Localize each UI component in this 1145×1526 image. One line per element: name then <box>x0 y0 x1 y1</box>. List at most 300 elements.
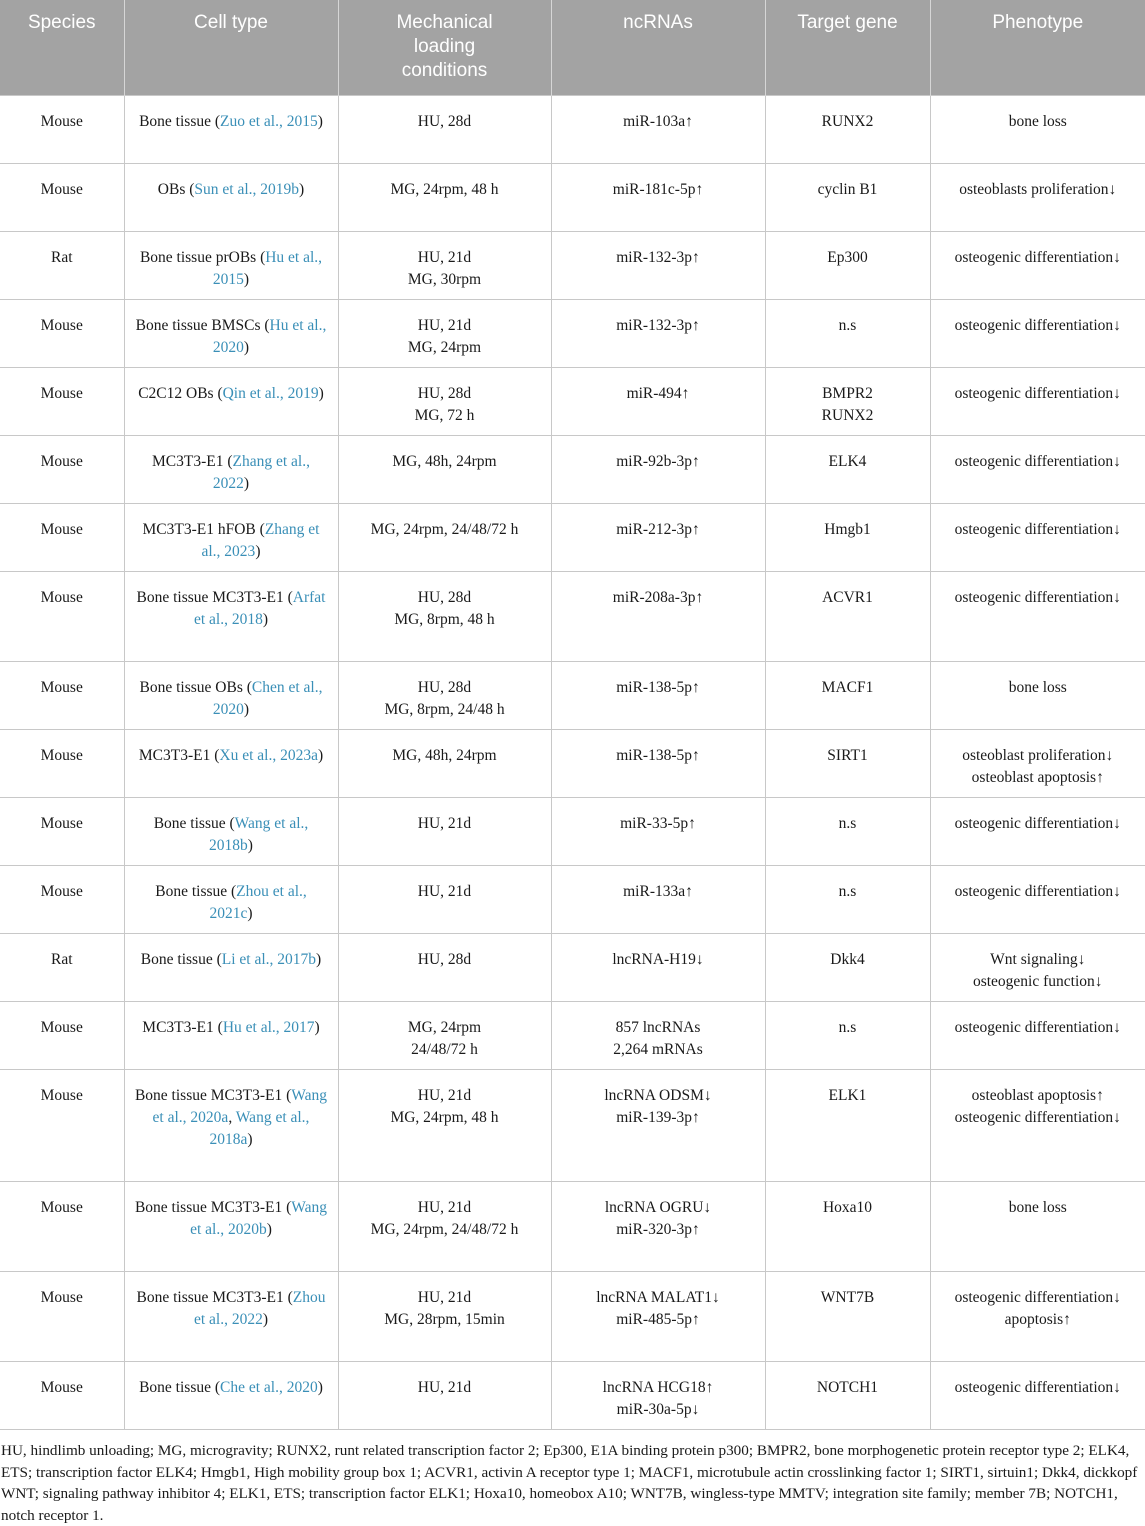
species-text: Mouse <box>40 1289 83 1306</box>
cell-species <box>0 1362 124 1430</box>
cell-type-close: ) <box>318 385 324 402</box>
species-text: Mouse <box>40 181 83 198</box>
table-body <box>0 96 1145 1430</box>
loading-line: MG, 8rpm, 48 h <box>394 611 495 628</box>
cell-type-text: OBs ( <box>157 181 195 198</box>
cell-species <box>0 300 124 368</box>
species-text: Mouse <box>40 815 83 832</box>
cell-loading-conditions <box>338 572 551 662</box>
loading-line: HU, 21d <box>417 815 472 832</box>
ncrna-line: lncRNA MALAT1↓ <box>596 1289 720 1306</box>
citation-link[interactable]: Zuo et al., 2015 <box>220 113 318 130</box>
ncrna-line: 2,264 mRNAs <box>613 1041 703 1058</box>
cell-ncrnas <box>551 368 765 436</box>
cell-ncrnas <box>551 866 765 934</box>
target-gene-line: SIRT1 <box>827 747 868 764</box>
target-gene-line: cyclin B1 <box>817 181 878 198</box>
species-text: Mouse <box>40 589 83 606</box>
species-text: Mouse <box>40 521 83 538</box>
target-gene-line: Hoxa10 <box>822 1199 873 1216</box>
ncrna-line: miR-181c-5p↑ <box>612 181 704 198</box>
cell-target-gene <box>765 436 930 504</box>
table-row <box>0 96 1145 164</box>
citation-link[interactable]: Zhang et al., 2023 <box>201 521 320 560</box>
cell-species <box>0 368 124 436</box>
target-gene-line: ELK1 <box>828 1087 867 1104</box>
ncrna-line: lncRNA OGRU↓ <box>604 1199 712 1216</box>
target-gene-line: n.s <box>838 815 857 832</box>
cell-phenotype <box>930 1070 1145 1182</box>
cell-ncrnas <box>551 1002 765 1070</box>
cell-type-text: MC3T3-E1 ( <box>138 747 220 764</box>
citation-link[interactable]: Li et al., 2017b <box>221 951 317 968</box>
cell-phenotype <box>930 934 1145 1002</box>
cell-cell-type <box>124 798 338 866</box>
citation-link[interactable]: Wang et al., 2020b <box>190 1199 328 1238</box>
cell-loading-conditions <box>338 1002 551 1070</box>
cell-cell-type <box>124 232 338 300</box>
cell-species <box>0 96 124 164</box>
target-gene-line: n.s <box>838 1019 857 1036</box>
cell-phenotype <box>930 730 1145 798</box>
loading-line: MG, 24rpm, 48 h <box>390 1109 499 1126</box>
loading-line: MG, 24rpm <box>407 1019 482 1036</box>
phenotype-line: osteogenic differentiation↓ <box>954 883 1121 900</box>
cell-type-text: C2C12 OBs ( <box>138 385 223 402</box>
cell-phenotype <box>930 572 1145 662</box>
citation-link[interactable]: Zhou et al., 2022 <box>193 1289 326 1328</box>
cell-ncrnas <box>551 1182 765 1272</box>
species-text: Mouse <box>40 1087 83 1104</box>
cell-type-close: ) <box>262 1311 269 1328</box>
phenotype-line: osteogenic differentiation↓ <box>954 1019 1121 1036</box>
cell-loading-conditions <box>338 164 551 232</box>
ncrna-line: lncRNA HCG18↑ <box>602 1379 714 1396</box>
cell-type-close: ) <box>243 271 250 288</box>
table-footnote: HU, hindlimb unloading; MG, microgravity; RUNX2, runt related transcription factor 2; Ep300, E1A binding protein p300; BMPR2, bone morphogenetic protein receptor type 2; ELK4, ETS; transcription factor ELK4; Hmgb1, High mobility group box 1; ACVR1, activin A receptor type 1; MACF1, microtubule actin crosslinking factor 1; SIRT1, sirtuin1; Dkk4, dickkopf WNT; signaling pathway inhibitor 4; ELK1, ETS; transcription factor ELK1; Hoxa10, homeobox A10; WNT7B, wingless-type MMTV; integration site family; member 7B; NOTCH1, notch receptor 1. <box>1 1442 1138 1524</box>
table-row <box>0 1182 1145 1272</box>
cell-species <box>0 1002 124 1070</box>
phenotype-line: osteogenic differentiation↓ <box>954 815 1121 832</box>
species-text: Mouse <box>40 453 83 470</box>
cell-ncrnas <box>551 730 765 798</box>
cell-type-text: MC3T3-E1 ( <box>142 1019 223 1036</box>
table-row <box>0 300 1145 368</box>
cell-ncrnas <box>551 96 765 164</box>
target-gene-line: n.s <box>838 883 857 900</box>
cell-target-gene <box>765 1272 930 1362</box>
ncrna-line: miR-212-3p↑ <box>616 521 700 538</box>
citation-link[interactable]: Hu et al., 2017 <box>222 1019 315 1036</box>
cell-cell-type <box>124 1182 338 1272</box>
phenotype-line: osteogenic differentiation↓ <box>954 249 1121 266</box>
phenotype-line: osteogenic differentiation↓ <box>954 453 1121 470</box>
citation-link[interactable]: Hu et al., 2015 <box>212 249 323 288</box>
cell-loading-conditions <box>338 662 551 730</box>
species-text: Mouse <box>40 385 83 402</box>
ncrna-line: lncRNA ODSM↓ <box>604 1087 712 1104</box>
cell-cell-type <box>124 1362 338 1430</box>
cell-loading-conditions <box>338 1362 551 1430</box>
header-mechanical-loading <box>338 0 551 96</box>
cell-type-text: Bone tissue MC3T3-E1 ( <box>134 1199 292 1216</box>
cell-cell-type <box>124 96 338 164</box>
target-gene-line: Hmgb1 <box>824 521 871 538</box>
cell-ncrnas <box>551 1070 765 1182</box>
loading-line: HU, 28d <box>417 113 472 130</box>
cell-ncrnas <box>551 300 765 368</box>
table-row <box>0 798 1145 866</box>
cell-loading-conditions <box>338 1070 551 1182</box>
ncrna-line: miR-133a↑ <box>623 883 693 900</box>
table-row <box>0 572 1145 662</box>
table-row <box>0 164 1145 232</box>
target-gene-line: BMPR2 <box>822 385 873 402</box>
cell-species <box>0 164 124 232</box>
target-gene-line: Dkk4 <box>830 951 865 968</box>
ncrna-line: miR-30a-5p↓ <box>616 1401 700 1418</box>
cell-loading-conditions <box>338 1272 551 1362</box>
table-row <box>0 730 1145 798</box>
species-text: Rat <box>50 951 73 968</box>
loading-line: HU, 28d <box>417 679 472 696</box>
cell-ncrnas <box>551 798 765 866</box>
cell-type-text: Bone tissue MC3T3-E1 ( <box>136 589 293 606</box>
species-text: Mouse <box>40 679 83 696</box>
ncrna-line: miR-138-5p↑ <box>616 679 700 696</box>
cell-species <box>0 662 124 730</box>
target-gene-line: RUNX2 <box>821 113 874 130</box>
cell-type-text: MC3T3-E1 hFOB ( <box>142 521 265 538</box>
loading-line: HU, 21d <box>417 317 472 334</box>
cell-type-close: ) <box>243 701 250 718</box>
cell-phenotype <box>930 300 1145 368</box>
ncrna-line: miR-33-5p↑ <box>620 815 696 832</box>
cell-cell-type <box>124 504 338 572</box>
header-mechanical-line: conditions <box>401 60 488 81</box>
loading-line: MG, 28rpm, 15min <box>384 1311 505 1328</box>
cell-phenotype <box>930 368 1145 436</box>
species-text: Mouse <box>40 747 83 764</box>
cell-ncrnas <box>551 1272 765 1362</box>
table-row <box>0 866 1145 934</box>
citation-link[interactable]: Xu et al., 2023a <box>219 747 318 764</box>
cell-species <box>0 572 124 662</box>
cell-species <box>0 1182 124 1272</box>
cell-cell-type <box>124 572 338 662</box>
cell-target-gene <box>765 1070 930 1182</box>
cell-type-close: ) <box>243 475 250 492</box>
cell-ncrnas <box>551 504 765 572</box>
cell-type-close: ) <box>247 837 253 854</box>
ncrna-line: miR-103a↑ <box>623 113 693 130</box>
cell-type-text: Bone tissue ( <box>155 883 237 900</box>
cell-cell-type <box>124 730 338 798</box>
cell-type-text: Bone tissue ( <box>153 815 235 832</box>
table-row <box>0 662 1145 730</box>
cell-cell-type <box>124 300 338 368</box>
cell-target-gene <box>765 934 930 1002</box>
ncrna-line: miR-132-3p↑ <box>616 317 700 334</box>
cell-type-close: ) <box>317 747 324 764</box>
cell-species <box>0 866 124 934</box>
cell-target-gene <box>765 300 930 368</box>
citation-link[interactable]: Wang et al., 2018b <box>209 815 309 854</box>
phenotype-line: osteoblast proliferation↓ <box>962 747 1114 764</box>
loading-line: HU, 21d <box>417 1199 472 1216</box>
cell-target-gene <box>765 1362 930 1430</box>
target-gene-line: Ep300 <box>827 249 868 266</box>
cell-ncrnas <box>551 164 765 232</box>
cell-cell-type <box>124 368 338 436</box>
cell-loading-conditions <box>338 730 551 798</box>
cell-type-text: MC3T3-E1 ( <box>152 453 233 470</box>
loading-line: MG, 24rpm <box>407 339 482 356</box>
cell-target-gene <box>765 572 930 662</box>
cell-type-text: Bone tissue MC3T3-E1 ( <box>136 1289 293 1306</box>
loading-line: HU, 21d <box>417 249 472 266</box>
loading-line: HU, 21d <box>417 1289 472 1306</box>
target-gene-line: ELK4 <box>828 453 867 470</box>
cell-phenotype <box>930 232 1145 300</box>
cell-type-close: ) <box>262 611 269 628</box>
cell-phenotype <box>930 1362 1145 1430</box>
loading-line: HU, 21d <box>417 1379 472 1396</box>
ncrna-line: miR-494↑ <box>626 385 690 402</box>
cell-species <box>0 504 124 572</box>
cell-species <box>0 1272 124 1362</box>
header-ncrnas: ncRNAs <box>551 0 765 96</box>
ncrna-line: 857 lncRNAs <box>615 1019 701 1036</box>
cell-loading-conditions <box>338 934 551 1002</box>
cell-ncrnas <box>551 436 765 504</box>
species-text: Mouse <box>40 1199 83 1216</box>
cell-type-close: ) <box>314 1019 320 1036</box>
ncrna-line: miR-138-5p↑ <box>616 747 700 764</box>
loading-line: MG, 48h, 24rpm <box>392 747 497 764</box>
loading-line: MG, 72 h <box>414 407 475 424</box>
cell-type-close: ) <box>317 1379 323 1396</box>
citation-link[interactable]: Hu et al., 2020 <box>212 317 327 356</box>
cell-phenotype <box>930 436 1145 504</box>
target-gene-line: WNT7B <box>820 1289 875 1306</box>
loading-line: MG, 8rpm, 24/48 h <box>384 701 505 718</box>
phenotype-line: osteogenic differentiation↓ <box>954 1289 1121 1306</box>
cell-cell-type <box>124 1070 338 1182</box>
cell-cell-type <box>124 1272 338 1362</box>
ncrna-line: lncRNA-H19↓ <box>612 951 704 968</box>
cell-phenotype <box>930 504 1145 572</box>
citation-link[interactable]: Che et al., 2020 <box>220 1379 318 1396</box>
table-header <box>0 0 1145 96</box>
ncrna-line: miR-485-5p↑ <box>616 1311 700 1328</box>
cell-cell-type <box>124 436 338 504</box>
phenotype-line: bone loss <box>1008 113 1067 130</box>
citation-link[interactable]: Chen et al., 2020 <box>212 679 323 718</box>
cell-species <box>0 798 124 866</box>
cell-phenotype <box>930 1272 1145 1362</box>
table-row <box>0 934 1145 1002</box>
ncrna-line: miR-92b-3p↑ <box>616 453 700 470</box>
loading-line: HU, 28d <box>417 589 472 606</box>
target-gene-line: RUNX2 <box>821 407 874 424</box>
citation-link[interactable]: Zhou et al., 2021c <box>209 883 307 922</box>
phenotype-line: osteoblasts proliferation↓ <box>959 181 1117 198</box>
cell-loading-conditions <box>338 504 551 572</box>
phenotype-line: osteogenic differentiation↓ <box>954 1379 1121 1396</box>
cell-phenotype <box>930 866 1145 934</box>
cell-loading-conditions <box>338 368 551 436</box>
cell-cell-type <box>124 866 338 934</box>
header-mechanical-line: Mechanical <box>396 12 493 33</box>
cell-target-gene <box>765 730 930 798</box>
ncrna-line: miR-132-3p↑ <box>616 249 700 266</box>
cell-phenotype <box>930 798 1145 866</box>
phenotype-line: osteoblast apoptosis↑ <box>971 1087 1104 1104</box>
cell-loading-conditions <box>338 300 551 368</box>
cell-target-gene <box>765 96 930 164</box>
cell-target-gene <box>765 232 930 300</box>
cell-loading-conditions <box>338 436 551 504</box>
cell-loading-conditions <box>338 798 551 866</box>
species-text: Rat <box>50 249 73 266</box>
cell-target-gene <box>765 504 930 572</box>
citation-link[interactable]: Qin et al., 2019 <box>222 385 319 402</box>
citation-link[interactable]: Zhang et al., 2022 <box>212 453 310 492</box>
cell-ncrnas <box>551 572 765 662</box>
citation-separator: , <box>228 1109 236 1126</box>
cell-type-text: Bone tissue OBs ( <box>139 679 252 696</box>
phenotype-line: osteoblast apoptosis↑ <box>971 769 1104 786</box>
header-phenotype: Phenotype <box>930 0 1145 96</box>
cell-ncrnas <box>551 232 765 300</box>
citation-link[interactable]: Wang et al., 2018a <box>209 1109 310 1148</box>
table-row <box>0 1362 1145 1430</box>
table-row <box>0 368 1145 436</box>
cell-loading-conditions <box>338 1182 551 1272</box>
loading-line: HU, 21d <box>417 1087 472 1104</box>
loading-line: MG, 24rpm, 24/48/72 h <box>370 1221 519 1238</box>
cell-species <box>0 436 124 504</box>
target-gene-line: NOTCH1 <box>816 1379 879 1396</box>
species-text: Mouse <box>40 113 83 130</box>
cell-cell-type <box>124 662 338 730</box>
ncrna-line: miR-320-3p↑ <box>616 1221 700 1238</box>
cell-cell-type <box>124 934 338 1002</box>
cell-cell-type <box>124 164 338 232</box>
cell-type-close: ) <box>266 1221 272 1238</box>
cell-type-close: ) <box>255 543 261 560</box>
loading-line: MG, 24rpm, 24/48/72 h <box>370 521 519 538</box>
cell-type-text: Bone tissue ( <box>139 113 221 130</box>
phenotype-line: bone loss <box>1008 1199 1067 1216</box>
phenotype-line: osteogenic function↓ <box>972 973 1103 990</box>
cell-type-close: ) <box>243 339 250 356</box>
header-species: Species <box>0 0 124 96</box>
loading-line: HU, 28d <box>417 385 472 402</box>
loading-line: HU, 21d <box>417 883 472 900</box>
phenotype-line: osteogenic differentiation↓ <box>954 589 1121 606</box>
phenotype-line: apoptosis↑ <box>1004 1311 1071 1328</box>
ncrna-line: miR-208a-3p↑ <box>612 589 704 606</box>
cell-phenotype <box>930 96 1145 164</box>
target-gene-line: n.s <box>838 317 857 334</box>
cell-phenotype <box>930 164 1145 232</box>
cell-ncrnas <box>551 662 765 730</box>
table-row <box>0 1002 1145 1070</box>
citation-link[interactable]: Arfat et al., 2018 <box>193 589 326 628</box>
cell-type-close: ) <box>316 951 322 968</box>
cell-phenotype <box>930 1182 1145 1272</box>
cell-type-close: ) <box>247 1131 253 1148</box>
loading-line: HU, 28d <box>417 951 472 968</box>
cell-type-close: ) <box>317 113 323 130</box>
cell-cell-type <box>124 1002 338 1070</box>
phenotype-line: osteogenic differentiation↓ <box>954 521 1121 538</box>
loading-line: MG, 30rpm <box>407 271 482 288</box>
table-row <box>0 232 1145 300</box>
cell-species <box>0 1070 124 1182</box>
header-mechanical-line: loading <box>413 36 476 57</box>
cell-type-text: Bone tissue ( <box>139 1379 221 1396</box>
loading-line: 24/48/72 h <box>411 1041 478 1058</box>
cell-species <box>0 232 124 300</box>
cell-target-gene <box>765 1002 930 1070</box>
phenotype-line: osteogenic differentiation↓ <box>954 1109 1121 1126</box>
phenotype-line: bone loss <box>1008 679 1067 696</box>
cell-loading-conditions <box>338 232 551 300</box>
table-row <box>0 1070 1145 1182</box>
cell-type-close: ) <box>247 905 253 922</box>
cell-type-text: Bone tissue ( <box>140 951 222 968</box>
cell-loading-conditions <box>338 96 551 164</box>
target-gene-line: MACF1 <box>821 679 874 696</box>
cell-target-gene <box>765 1182 930 1272</box>
cell-target-gene <box>765 866 930 934</box>
cell-ncrnas <box>551 934 765 1002</box>
cell-target-gene <box>765 368 930 436</box>
species-text: Mouse <box>40 1379 83 1396</box>
cell-type-text: Bone tissue prOBs ( <box>139 249 266 266</box>
phenotype-line: osteogenic differentiation↓ <box>954 317 1121 334</box>
header-cell-type: Cell type <box>124 0 338 96</box>
cell-species <box>0 934 124 1002</box>
cell-loading-conditions <box>338 866 551 934</box>
cell-phenotype <box>930 662 1145 730</box>
table-row <box>0 1272 1145 1362</box>
cell-type-close: ) <box>299 181 305 198</box>
table-row <box>0 504 1145 572</box>
target-gene-line: ACVR1 <box>822 589 873 606</box>
cell-target-gene <box>765 798 930 866</box>
citation-link[interactable]: Sun et al., 2019b <box>194 181 300 198</box>
species-text: Mouse <box>40 317 83 334</box>
phenotype-line: osteogenic differentiation↓ <box>954 385 1121 402</box>
phenotype-line: Wnt signaling↓ <box>990 951 1086 968</box>
ncrna-line: miR-139-3p↑ <box>616 1109 700 1126</box>
loading-line: MG, 24rpm, 48 h <box>390 181 499 198</box>
loading-line: MG, 48h, 24rpm <box>392 453 497 470</box>
table-row <box>0 436 1145 504</box>
cell-phenotype <box>930 1002 1145 1070</box>
header-target-gene: Target gene <box>765 0 930 96</box>
cell-target-gene <box>765 164 930 232</box>
cell-type-text: Bone tissue MC3T3-E1 ( <box>134 1087 292 1104</box>
species-text: Mouse <box>40 1019 83 1036</box>
cell-species <box>0 730 124 798</box>
citation-link[interactable]: Wang et al., 2020a <box>152 1087 328 1126</box>
cell-target-gene <box>765 662 930 730</box>
